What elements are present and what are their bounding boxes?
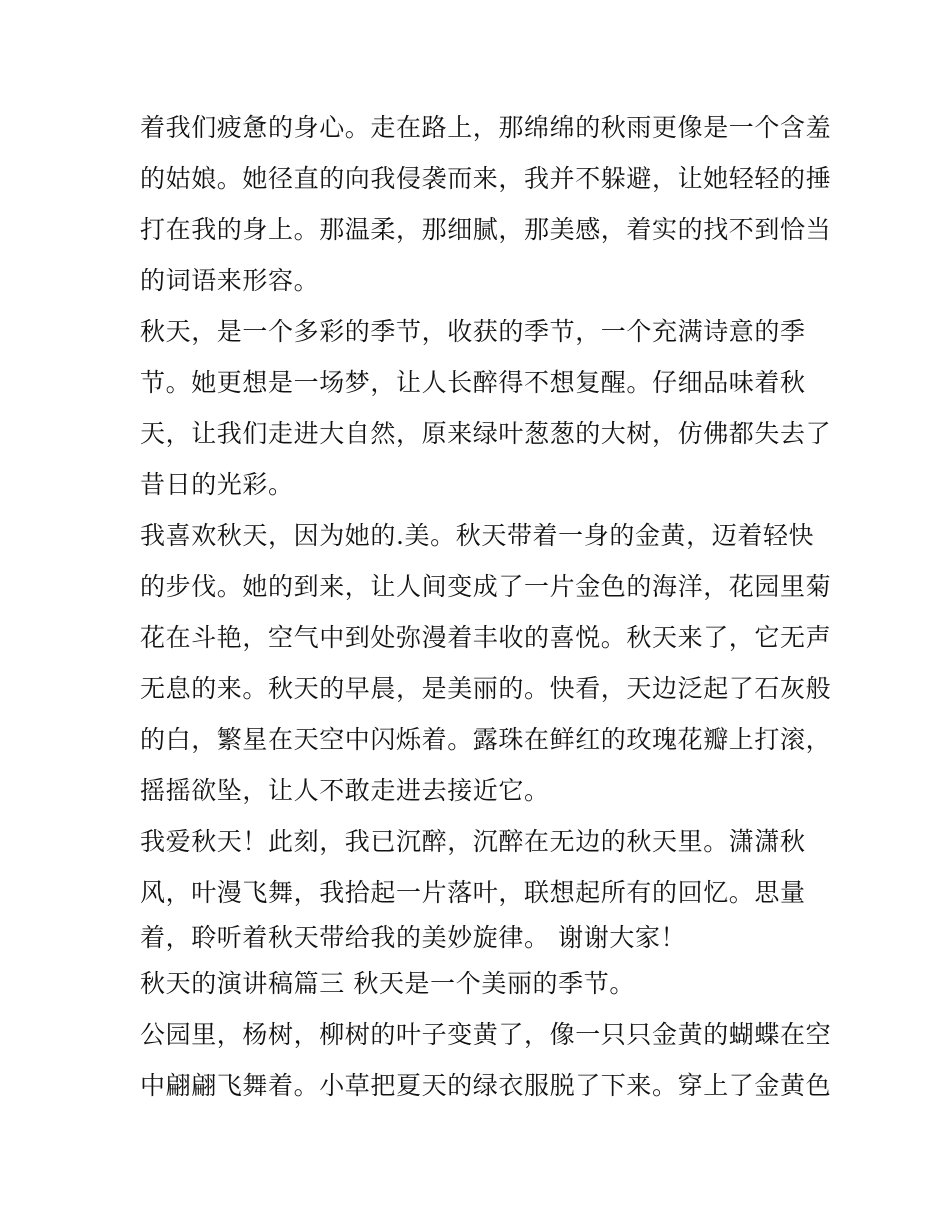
section-heading: 秋天的演讲稿篇三 秋天是一个美丽的季节。: [140, 969, 635, 998]
text-line: 风，叶漫飞舞，我拾起一片落叶，联想起所有的回忆。思量: [140, 878, 806, 907]
text-line: 节。她更想是一场梦，让人长醉得不想复醒。仔细品味着秋: [140, 368, 806, 397]
text-line: 中翩翩飞舞着。小草把夏天的绿衣服脱了下来。穿上了金黄色: [140, 1071, 832, 1100]
text-line: 的步伐。她的到来，让人间变成了一片金色的海洋，花园里菊: [140, 572, 832, 601]
text-line: 的词语来形容。: [140, 266, 320, 295]
text-line: 着，聆听着秋天带给我的美妙旋律。 谢谢大家！: [140, 923, 687, 952]
document-body: [140, 102, 832, 1111]
text-line: 昔日的光彩。: [140, 470, 294, 499]
text-line: 我喜欢秋天，因为她的.美。秋天带着一身的金黄，迈着轻快: [140, 521, 815, 550]
text-line: 的白，繁星在天空中闪烁着。露珠在鲜红的玫瑰花瓣上打滚，: [140, 725, 832, 754]
text-line: 天，让我们走进大自然，原来绿叶葱葱的大树，仿佛都失去了: [140, 419, 832, 448]
text-line: 无息的来。秋天的早晨，是美丽的。快看，天边泛起了石灰般: [140, 674, 832, 703]
text-line: 秋天，是一个多彩的季节，收获的季节，一个充满诗意的季: [140, 317, 806, 346]
text-line: 摇摇欲坠，让人不敢走进去接近它。: [140, 776, 550, 805]
text-line: 公园里，杨树，柳树的叶子变黄了，像一只只金黄的蝴蝶在空: [140, 1020, 832, 1049]
text-line: 着我们疲惫的身心。走在路上，那绵绵的秋雨更像是一个含羞: [140, 113, 832, 142]
text-line: 花在斗艳，空气中到处弥漫着丰收的喜悦。秋天来了，它无声: [140, 623, 832, 652]
text-line: 的姑娘。她径直的向我侵袭而来，我并不躲避，让她轻轻的捶: [140, 164, 832, 193]
text-line: 我爱秋天！此刻，我已沉醉，沉醉在无边的秋天里。潇潇秋: [140, 827, 806, 856]
text-line: 打在我的身上。那温柔，那细腻，那美感，着实的找不到恰当: [140, 215, 832, 244]
